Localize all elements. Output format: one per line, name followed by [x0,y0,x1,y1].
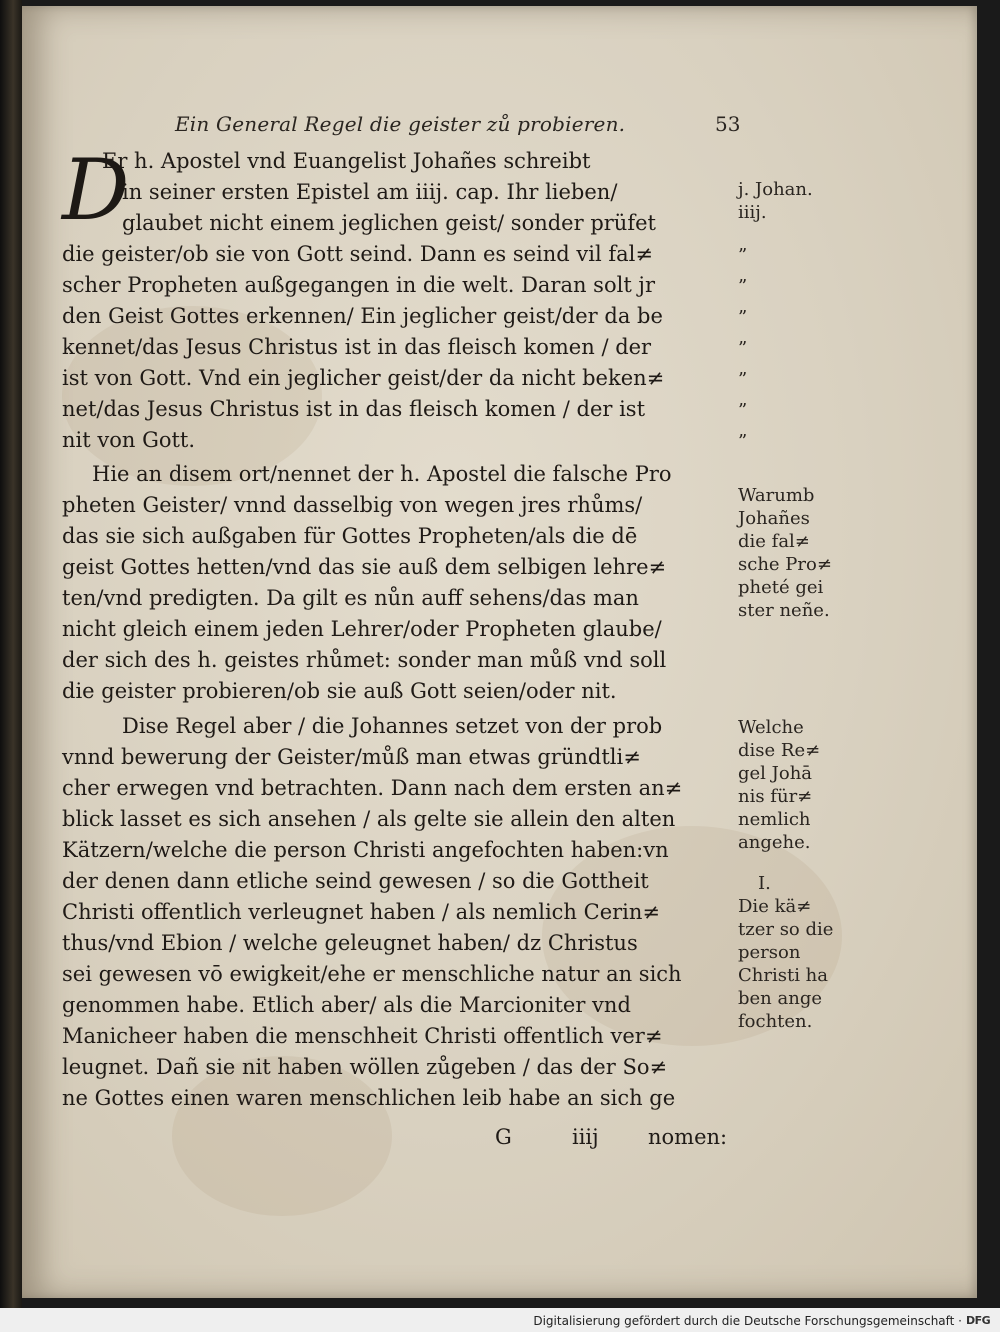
footer-bar [0,1312,1000,1332]
text-line: genommen habe. Etlich aber/ als die Marcioniter vnd [62,993,631,1017]
margin-line: sche Pro≠ [738,554,832,575]
text-line: der denen dann etliche seind gewesen / so die Gottheit [62,869,649,893]
funding-credit: Digitalisierung gefördert durch die Deutsche Forschungsgemeinschaft · [533,1314,962,1328]
text-line: blick lasset es sich ansehen / als gelte sie allein den alten [62,807,676,831]
margin-line: Johañes [738,508,810,529]
text-line: geist Gottes hetten/vnd das sie auß dem selbigen lehre≠ [62,555,667,579]
margin-line: ster neñe. [738,600,830,621]
quote-mark: ” [738,245,748,266]
text-line: nit von Gott. [62,428,196,452]
text-line: ne Gottes einen waren menschlichen leib habe an sich ge [62,1086,676,1110]
text-line: die geister/ob sie von Gott seind. Dann es seind vil fal≠ [62,242,653,266]
text-line: Hie an disem ort/nennet der h. Apostel die falsche Pro [92,462,672,486]
text-line: net/das Jesus Christus ist in das fleisch komen / der ist [62,397,646,421]
running-title: Ein General Regel die geister zů probieren. [175,112,626,136]
text-line: pheten Geister/ vnnd dasselbig von wegen jres rhůms/ [62,493,643,517]
initial-letter: D [62,141,130,239]
text-line: thus/vnd Ebion / welche geleugnet haben/ dz Christus [62,931,638,955]
margin-line: angehe. [738,832,811,853]
margin-line: person [738,942,801,963]
dfg-logo-icon: DFG [966,1314,991,1327]
margin-line: j. Johan. [738,179,813,200]
margin-quote-marks [738,240,838,457]
text-line: Er h. Apostel vnd Euangelist Johañes schreibt [102,149,591,173]
text-line: vnnd bewerung der Geister/můß man etwas gründtli≠ [62,745,641,769]
quote-mark: ” [738,431,748,452]
margin-note-3 [738,872,838,1033]
quote-mark: ” [738,307,748,328]
text-line: Kätzern/welche die person Christi angefochten haben:vn [62,838,669,862]
quote-mark: ” [738,338,748,359]
margin-line: nis für≠ [738,786,813,807]
text-line: Manicheer haben die menschheit Christi offentlich ver≠ [62,1024,663,1048]
text-line: den Geist Gottes erkennen/ Ein jeglicher geist/der da be [62,304,663,328]
text-line: das sie sich außgaben für Gottes Propheten/als die dē [62,524,638,548]
margin-line: nemlich [738,809,811,830]
text-line: leugnet. Dañ sie nit haben wöllen zůgeben / das der So≠ [62,1055,668,1079]
margin-line: Welche [738,717,804,738]
text-line: glaubet nicht einem jeglichen geist/ sonder prüfet [122,211,656,235]
quote-mark: ” [738,276,748,297]
text-line: ten/vnd predigten. Da gilt es nůn auff sehens/das man [62,586,639,610]
margin-line: tzer so die [738,919,834,940]
page-number: 53 [715,112,741,136]
text-line: in seiner ersten Epistel am iiij. cap. Ihr lieben/ [122,180,618,204]
margin-line: Christi ha [738,965,828,986]
signature-numeral: iiij [572,1125,599,1149]
margin-note-1 [738,484,838,622]
quote-mark: ” [738,400,748,421]
margin-line: die fal≠ [738,531,810,552]
margin-line: Warumb [738,485,815,506]
book-binding-edge [0,0,22,1308]
margin-note-2 [738,716,838,854]
margin-line: pheté gei [738,577,824,598]
quote-mark: ” [738,369,748,390]
text-line: scher Propheten außgegangen in die welt. Daran solt jr [62,273,655,297]
margin-line: ben ange [738,988,822,1009]
text-line: kennet/das Jesus Christus ist in das fleisch komen / der [62,335,652,359]
margin-line: fochten. [738,1011,813,1032]
catchword: nomen: [648,1125,728,1149]
margin-line: I. [758,873,771,894]
text-line: ist von Gott. Vnd ein jeglicher geist/der da nicht beken≠ [62,366,665,390]
text-line: die geister probieren/ob sie auß Gott seien/oder nit. [62,679,617,703]
margin-line: dise Re≠ [738,740,821,761]
text-line: Christi offentlich verleugnet haben / als nemlich Cerin≠ [62,900,660,924]
text-line: Dise Regel aber / die Johannes setzet von der prob [122,714,663,738]
margin-note-reference [738,178,838,224]
text-line: cher erwegen vnd betrachten. Dann nach dem ersten an≠ [62,776,683,800]
margin-line: iiij. [738,202,767,223]
margin-line: gel Johā [738,763,813,784]
text-line: nicht gleich einem jeden Lehrer/oder Propheten glaube/ [62,617,662,641]
margin-line: Die kä≠ [738,896,812,917]
text-line: der sich des h. geistes rhůmet: sonder man můß vnd soll [62,648,667,672]
text-line: sei gewesen vō ewigkeit/ehe er menschliche natur an sich [62,962,682,986]
signature-mark: G [495,1125,512,1149]
